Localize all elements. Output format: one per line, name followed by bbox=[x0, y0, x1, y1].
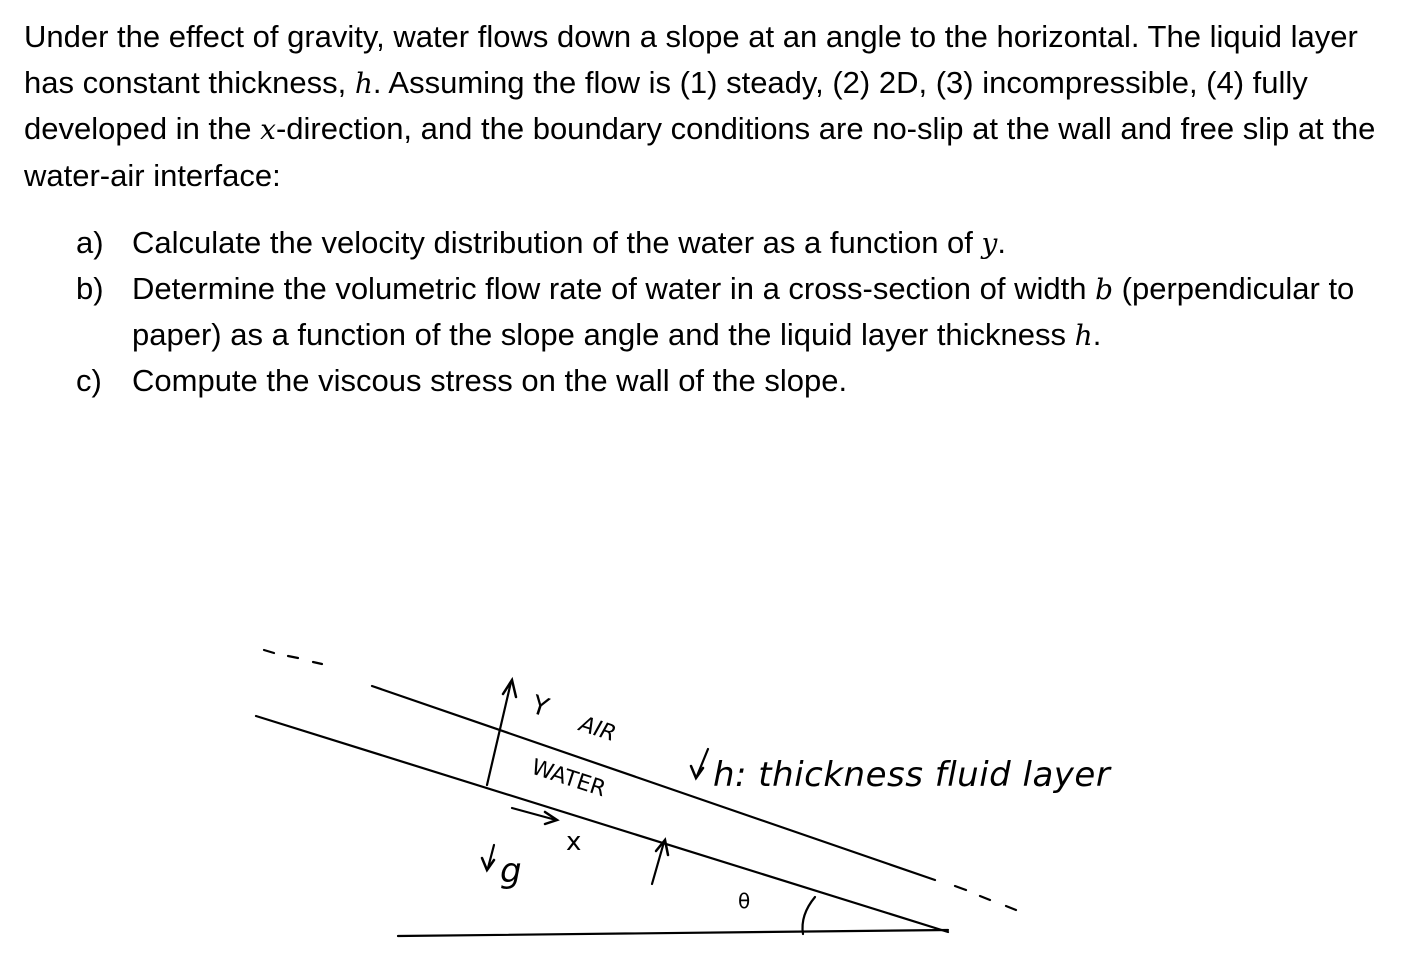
free-surface-dashes-end bbox=[955, 886, 1016, 910]
question-text-2: (perpendicular to paper) as a function of the slope angle and the liquid layer thickness bbox=[132, 271, 1355, 352]
h-label: h: thickness fluid layer bbox=[713, 755, 1111, 795]
var-y: y bbox=[981, 227, 998, 260]
intro-part2: . Assuming the flow is (1) steady, (2) 2D, (3) incompressible, (4) fully developed in the bbox=[24, 64, 1308, 146]
free-surface-dashes bbox=[264, 650, 322, 664]
question-text: Determine the volumetric flow rate of water in a cross-section of width bbox=[132, 271, 1096, 306]
question-end: . bbox=[997, 225, 1006, 260]
question-label: b) bbox=[76, 271, 104, 306]
angle-arc bbox=[803, 897, 816, 934]
question-end: . bbox=[1092, 317, 1102, 352]
y-axis-label: Y bbox=[527, 690, 553, 724]
x-axis-label: x bbox=[566, 827, 582, 857]
var-h: h bbox=[354, 66, 373, 100]
question-text: Compute the viscous stress on the wall of the slope. bbox=[132, 363, 848, 398]
question-text: Calculate the velocity distribution of the water as a function of bbox=[132, 225, 982, 260]
var-h: h bbox=[1074, 319, 1093, 352]
intro-part3: -direction, and the boundary conditions are no-slip at the wall and free slip at the water-air interface: bbox=[24, 111, 1376, 193]
gravity-label: g bbox=[500, 851, 522, 891]
intro-part1: Under the effect of gravity, water flows down a slope at an angle to the horizontal. The liquid layer has constant thickness, bbox=[24, 19, 1358, 100]
water-label: WATER bbox=[528, 754, 609, 803]
ground-line bbox=[398, 930, 948, 936]
air-label: AIR bbox=[576, 711, 619, 748]
var-x: x bbox=[260, 113, 276, 146]
theta-label: θ bbox=[738, 889, 751, 913]
var-b: b bbox=[1095, 273, 1114, 306]
h-arrow-line bbox=[697, 749, 708, 776]
question-label: a) bbox=[76, 225, 104, 260]
question-label: c) bbox=[76, 363, 102, 398]
slope-wall-line bbox=[256, 716, 948, 932]
